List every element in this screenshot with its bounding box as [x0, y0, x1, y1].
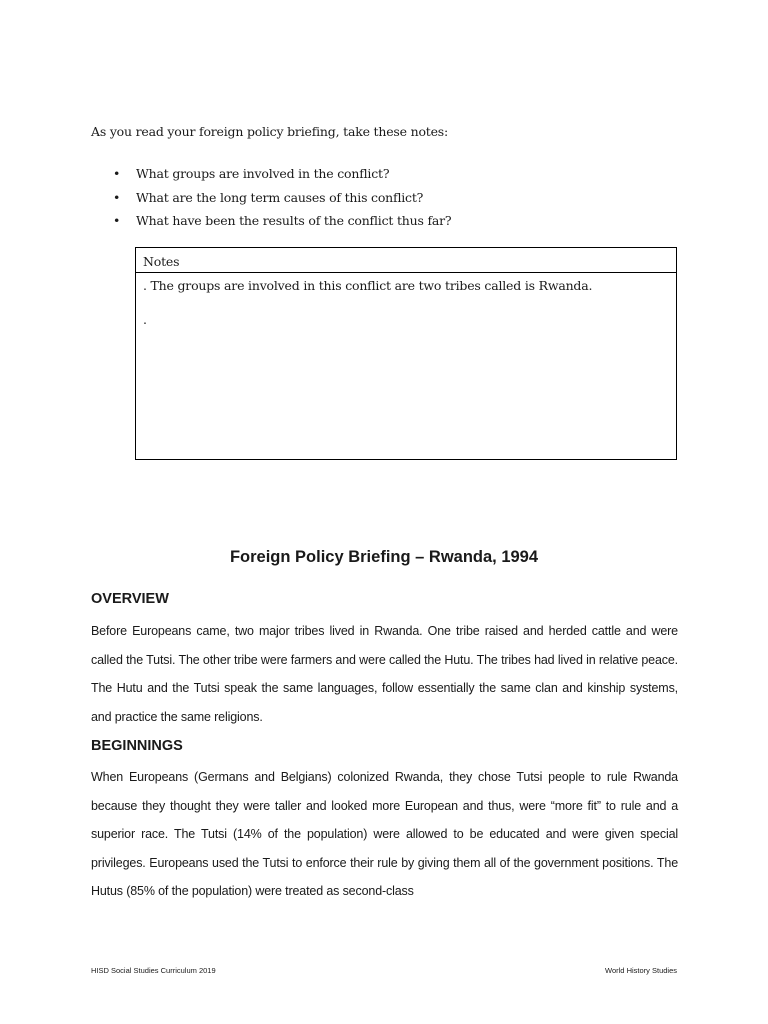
guiding-question	[91, 164, 451, 188]
notes-instructions: As you read your foreign policy briefing, take these notes:	[91, 124, 449, 139]
question-text: What are the long term causes of this conflict?	[136, 189, 424, 205]
notes-header: Notes	[136, 248, 676, 273]
briefing-title: Foreign Policy Briefing – Rwanda, 1994	[229, 548, 539, 566]
overview-paragraph: Before Europeans came, two major tribes lived in Rwanda. One tribe raised and herded cattle and were called the Tutsi. The other tribe were farmers and were called the Hutu. The tribes had lived in relative peace. The Hutu and the Tutsi speak the same languages, follow essentially the same clan and kinship systems, and practice the same religions.	[91, 624, 678, 724]
beginnings-heading: BEGINNINGS	[91, 738, 183, 754]
overview-heading: OVERVIEW	[91, 591, 169, 607]
notes-entry[interactable]: .	[143, 312, 147, 327]
notes-entry[interactable]: . The groups are involved in this conflict are two tribes called is Rwanda.	[143, 278, 593, 293]
footer-curriculum: HISD Social Studies Curriculum 2019	[91, 966, 216, 975]
notes-table[interactable]	[135, 247, 677, 460]
question-text: What groups are involved in the conflict?	[136, 166, 390, 181]
bullet-icon: •	[113, 189, 121, 205]
question-text: What have been the results of the conflict thus far?	[136, 213, 452, 228]
guiding-questions-list	[91, 164, 451, 235]
guiding-question	[91, 188, 451, 212]
bullet-icon: •	[113, 166, 121, 181]
guiding-question	[91, 211, 451, 235]
bullet-icon: •	[113, 213, 121, 228]
beginnings-paragraph: When Europeans (Germans and Belgians) colonized Rwanda, they chose Tutsi people to rule Rwanda because they thought they were taller and looked more European and thus, were “more fit” to rule and a superior race. The Tutsi (14% of the population) were allowed to be educated and were given special privileges. Europeans used the Tutsi to enforce their rule by giving them all of the government positions. The Hutus (85% of the population) were treated as second-class	[91, 770, 678, 899]
footer-course: World History Studies	[605, 966, 677, 975]
